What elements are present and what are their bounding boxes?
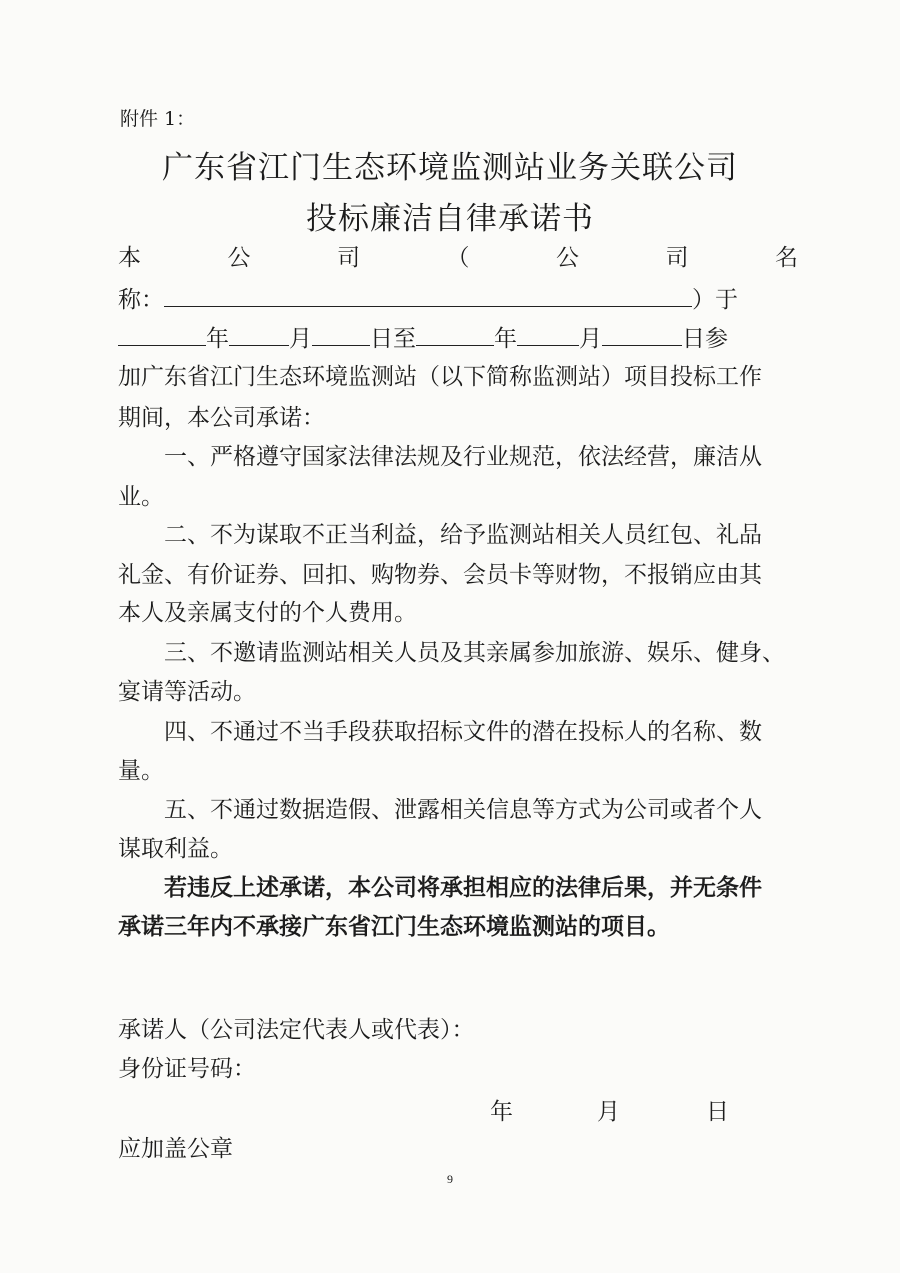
sign-year-label: 年 xyxy=(490,1099,513,1125)
intro-line-1 xyxy=(118,243,798,273)
year-label: 年 xyxy=(494,326,517,352)
document-title-line-2: 投标廉洁自律承诺书 xyxy=(306,201,594,237)
year-label: 年 xyxy=(206,326,229,352)
sign-day-label: 日 xyxy=(706,1099,729,1125)
intro-char: 公 xyxy=(227,245,251,271)
start-month-blank[interactable] xyxy=(229,321,289,346)
clause-3-line-1: 三、不邀请监测站相关人员及其亲属参加旅游、娱乐、健身、 xyxy=(164,640,785,666)
intro-line-2 xyxy=(118,282,798,315)
clause-1-line-2: 业。 xyxy=(118,484,164,510)
intro-char: 司 xyxy=(337,245,360,271)
seal-note: 应加盖公章 xyxy=(118,1136,233,1162)
clause-5-line-1: 五、不通过数据造假、泄露相关信息等方式为公司或者个人 xyxy=(164,797,762,823)
intro-char: 司 xyxy=(665,245,689,271)
clause-2-line-1: 二、不为谋取不正当利益，给予监测站相关人员红包、礼品 xyxy=(164,522,762,548)
attachment-label: 附件 1： xyxy=(120,108,196,130)
end-year-blank[interactable] xyxy=(416,321,494,346)
company-name-suffix: ）于 xyxy=(692,287,738,313)
intro-char: （ xyxy=(446,245,470,271)
month-label: 月 xyxy=(579,326,602,352)
sign-month-label: 月 xyxy=(597,1099,620,1125)
clause-2-line-3: 本人及亲属支付的个人费用。 xyxy=(118,600,417,626)
day-to-label: 日至 xyxy=(370,326,416,352)
company-name-label: 称： xyxy=(118,287,164,313)
commitment-line-1: 若违反上述承诺，本公司将承担相应的法律后果，并无条件 xyxy=(164,874,762,901)
intro-char: 公 xyxy=(556,245,579,271)
end-day-blank[interactable] xyxy=(602,321,682,346)
clause-4-line-1: 四、不通过不当手段获取招标文件的潜在投标人的名称、数 xyxy=(164,719,762,745)
page-number: 9 xyxy=(447,1172,453,1186)
end-month-blank[interactable] xyxy=(517,321,579,346)
clause-3-line-2: 宴请等活动。 xyxy=(118,679,256,705)
month-label: 月 xyxy=(289,326,312,352)
clause-5-line-2: 谋取利益。 xyxy=(118,836,233,862)
start-year-blank[interactable] xyxy=(118,321,206,346)
date-range-line xyxy=(118,321,798,354)
id-number-label: 身份证号码： xyxy=(118,1056,256,1082)
promisor-label: 承诺人（公司法定代表人或代表）： xyxy=(118,1017,475,1043)
company-name-blank[interactable] xyxy=(164,282,692,307)
commitment-line-2: 承诺三年内不承接广东省江门生态环境监测站的项目。 xyxy=(118,913,670,940)
clause-4-line-2: 量。 xyxy=(118,758,164,784)
start-day-blank[interactable] xyxy=(312,321,370,346)
day-label: 日参 xyxy=(682,326,728,352)
document-title-line-1: 广东省江门生态环境监测站业务关联公司 xyxy=(162,150,738,186)
intro-line-5: 期间，本公司承诺： xyxy=(118,405,325,431)
clause-2-line-2: 礼金、有价证券、回扣、购物券、会员卡等财物，不报销应由其 xyxy=(118,562,762,588)
clause-1-line-1: 一、严格遵守国家法律法规及行业规范，依法经营，廉洁从 xyxy=(164,444,762,470)
intro-char: 名 xyxy=(775,245,798,271)
intro-char: 本 xyxy=(118,245,141,271)
intro-line-4: 加广东省江门生态环境监测站（以下简称监测站）项目投标工作 xyxy=(118,364,762,390)
